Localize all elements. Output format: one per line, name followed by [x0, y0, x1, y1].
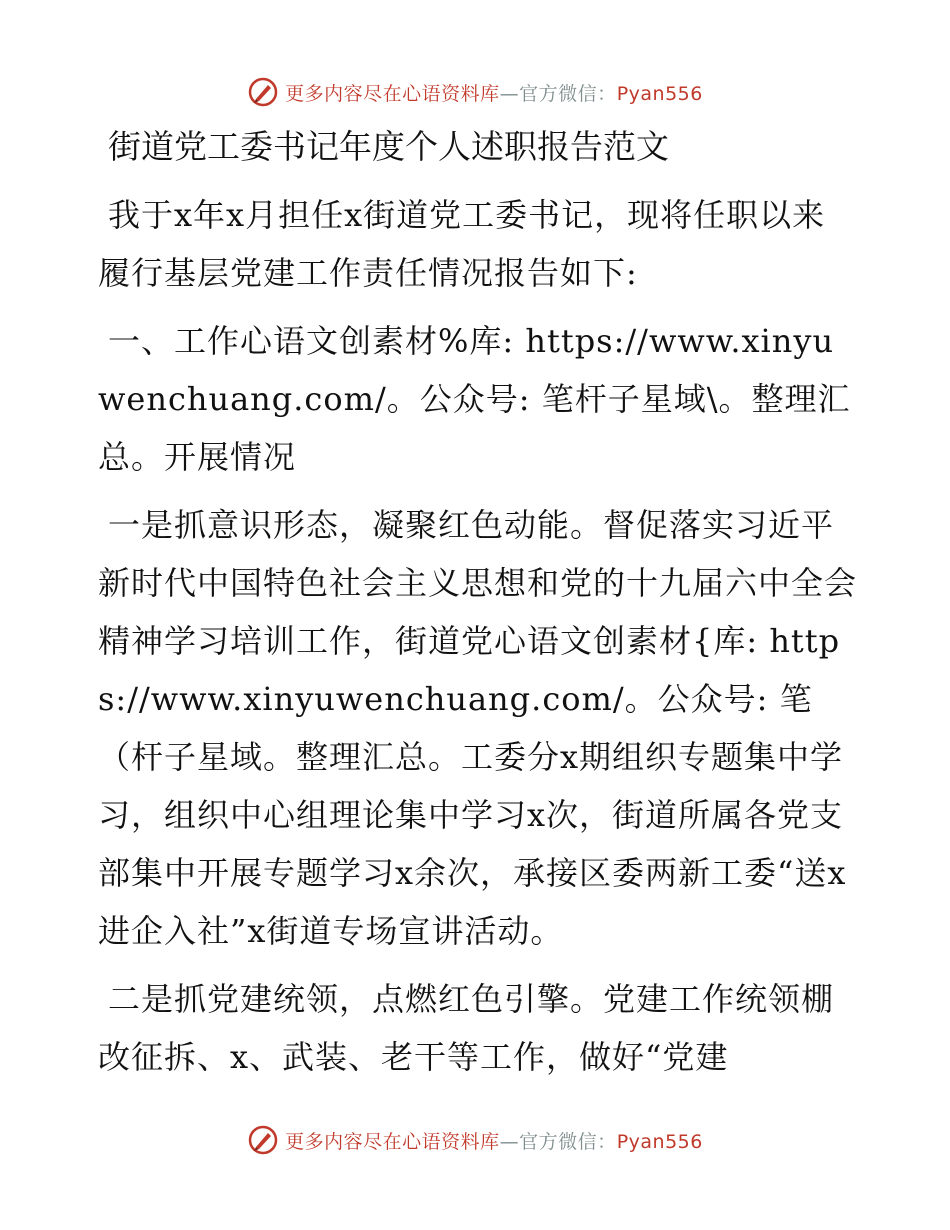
paragraph-point-one: 一是抓意识形态，凝聚红色动能。督促落实习近平新时代中国特色社会主义思想和党的十九届六中全会精神学习培训工作，街道党心语文创素材{库: https://www.xinyuwenchuang.com/。公众号: 笔（杆子星域。整理汇总。工委分x期组织专题集中学习，组织中心组理论集中学习x次，街道所属各党支部集中开展专题学习x余次，承接区委两新工委“送x进企入社”x街道专场宣讲活动。 — [98, 506, 858, 950]
pen-logo-icon — [247, 76, 279, 108]
paragraph-point-two: 二是抓党建统领，点燃红色引擎。党建工作统领棚改征拆、x、武装、老干等工作，做好“党建 — [98, 980, 835, 1076]
pen-logo-icon — [247, 1124, 279, 1156]
paragraph-intro: 我于x年x月担任x街道党工委书记，现将任职以来履行基层党建工作责任情况报告如下: — [98, 196, 826, 292]
header-watermark — [0, 72, 950, 112]
watermark-text — [285, 79, 703, 106]
paragraph-section-one: 一、工作心语文创素材%库: https://www.xinyuwenchuang.com/。公众号: 笔杆子星域\。整理汇总。开展情况 — [98, 322, 851, 476]
watermark-id: Pyan556 — [616, 82, 703, 105]
footer-watermark — [0, 1120, 950, 1160]
watermark-main: 更多内容尽在心语资料库 — [285, 82, 500, 105]
watermark-sub: —官方微信： — [499, 82, 617, 105]
watermark-text — [285, 1127, 703, 1154]
document-title: 街道党工委书记年度个人述职报告范文 — [108, 127, 669, 166]
watermark-id: Pyan556 — [616, 1130, 703, 1153]
document-body — [98, 118, 858, 1096]
watermark-sub: —官方微信： — [499, 1130, 617, 1153]
watermark-main: 更多内容尽在心语资料库 — [285, 1130, 500, 1153]
